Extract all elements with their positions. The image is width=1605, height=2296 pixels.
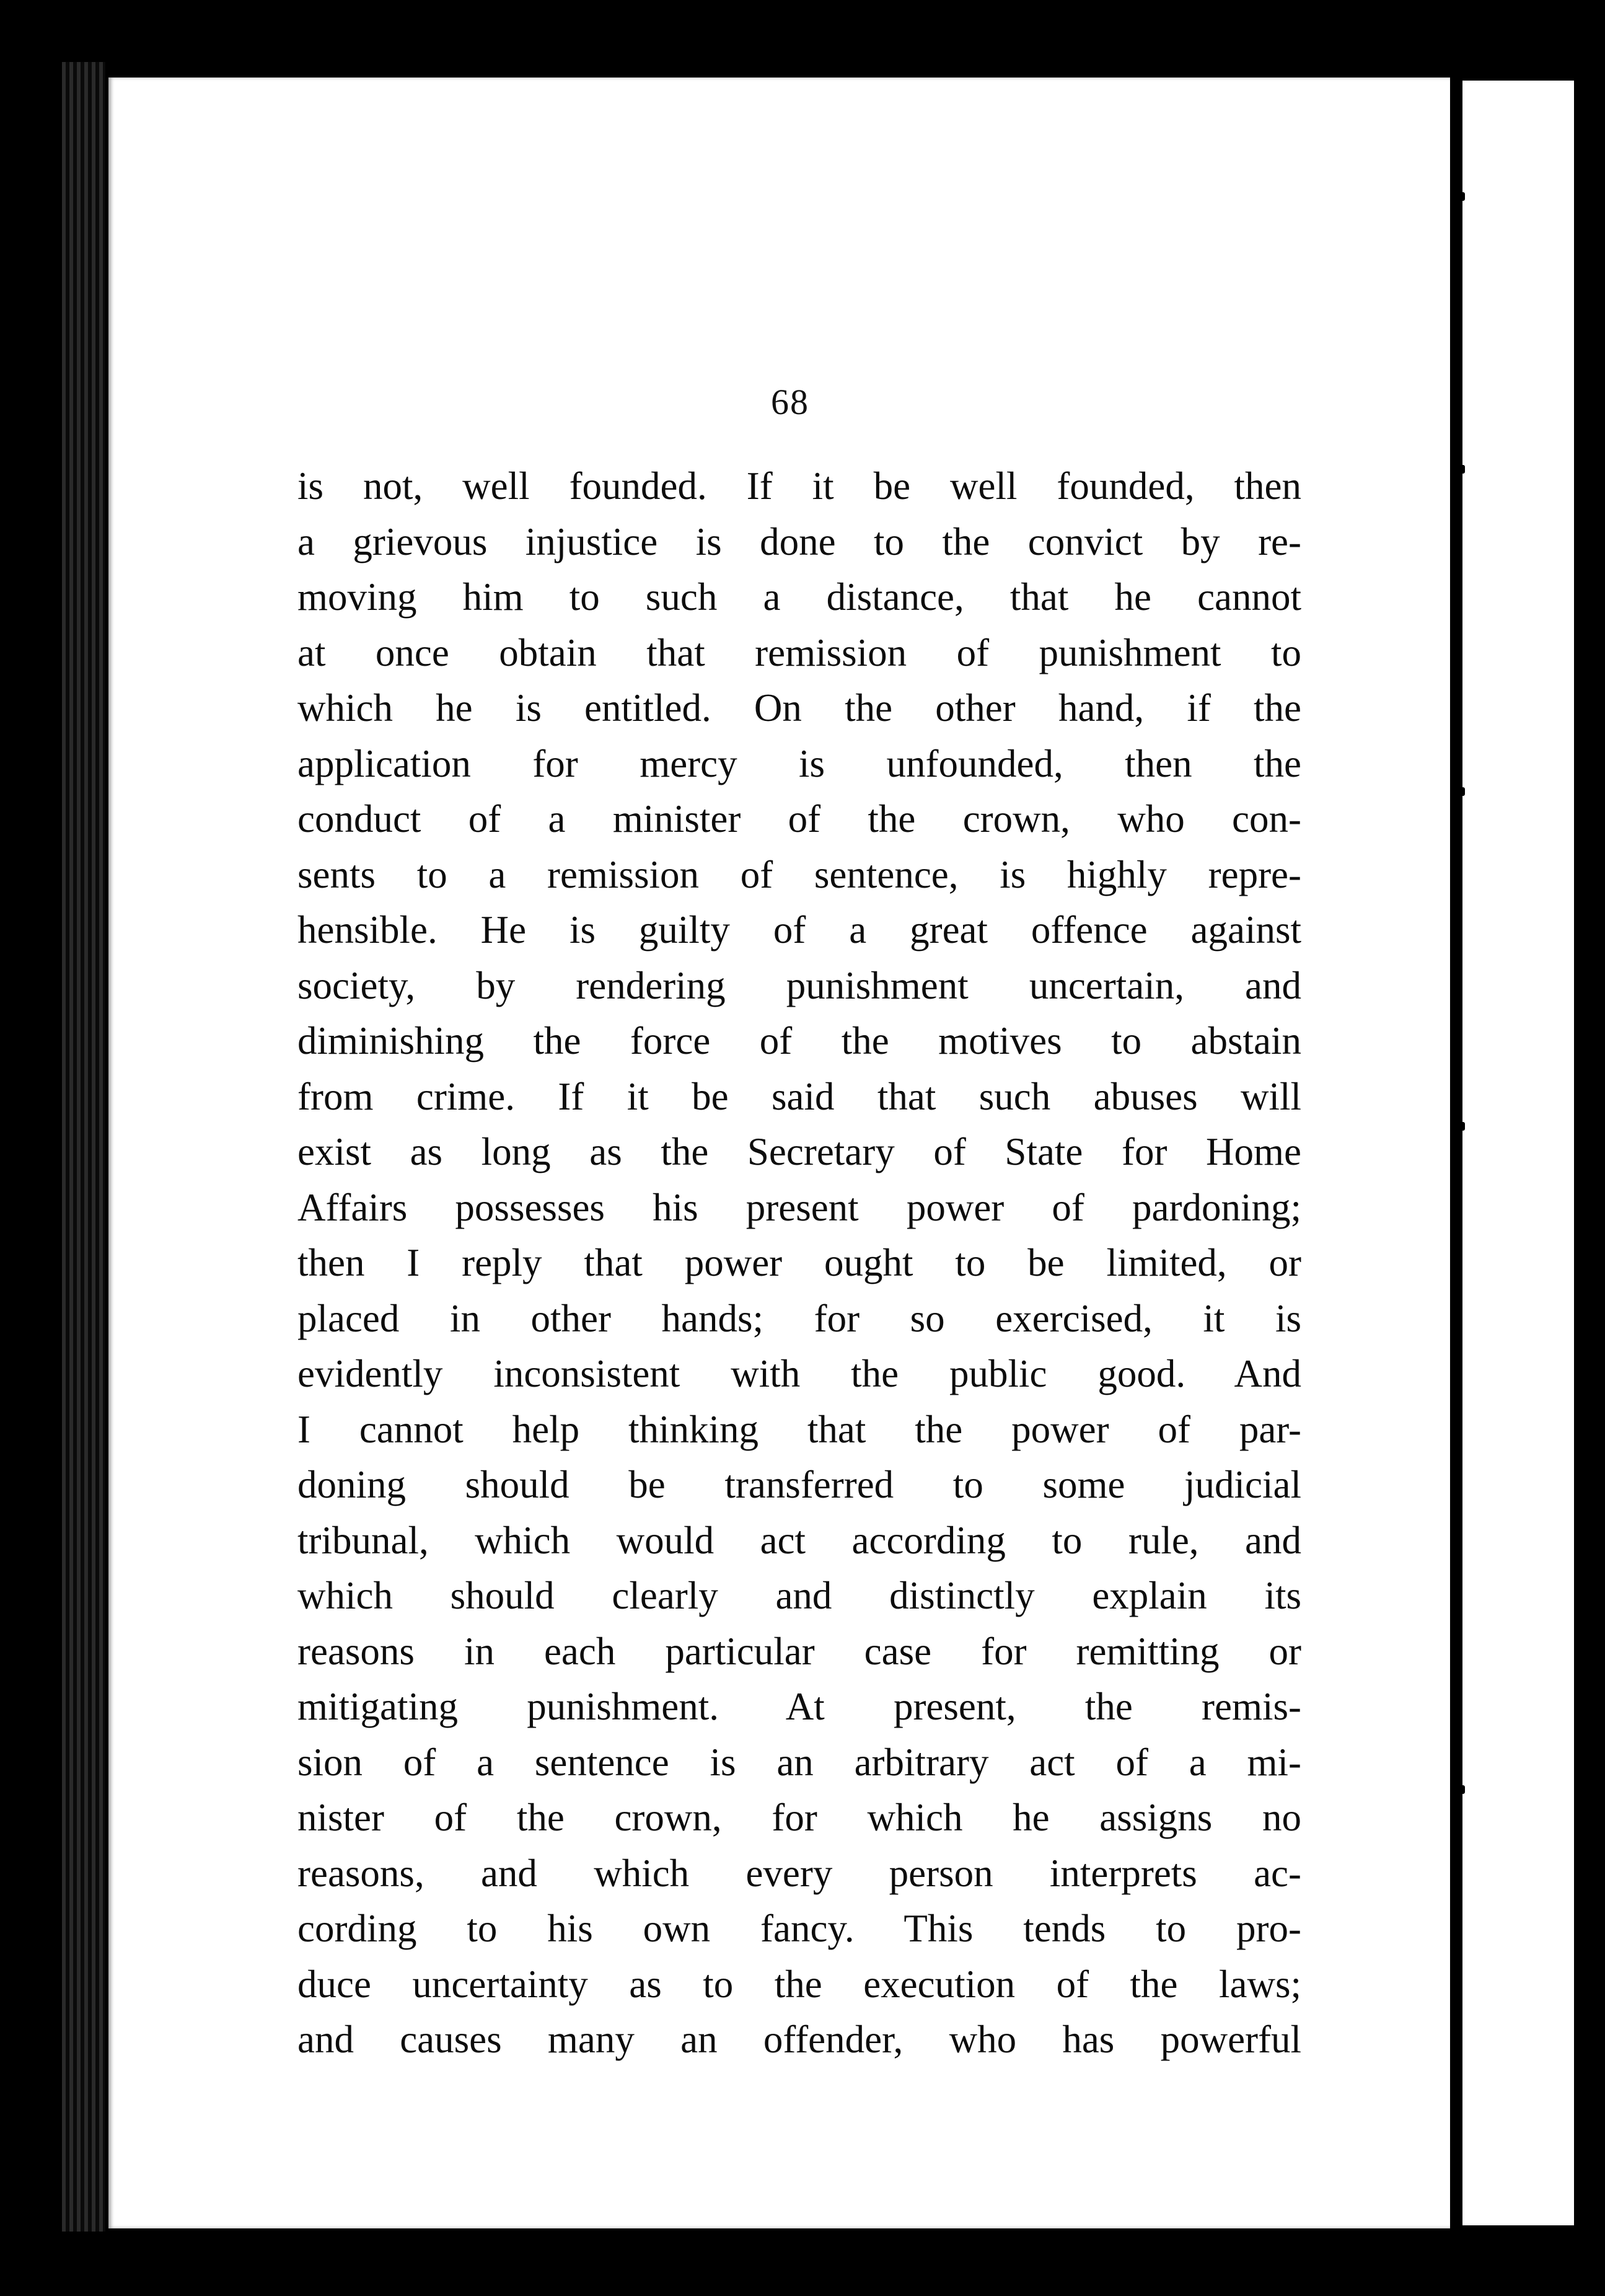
text-line: reasons, and which every person interprets ac- (297, 1851, 1301, 1895)
text-line: then I reply that power ought to be limited, or (297, 1241, 1301, 1284)
text-line: evidently inconsistent with the public good. And (297, 1352, 1301, 1395)
bleed-mark (1459, 1785, 1465, 1794)
bleed-mark (1459, 787, 1465, 796)
text-line: diminishing the force of the motives to abstain (297, 1019, 1301, 1062)
text-line: reasons in each particular case for remitting or (297, 1629, 1301, 1673)
text-line: duce uncertainty as to the execution of the laws; (297, 1962, 1301, 2006)
text-line: I cannot help thinking that the power of par- (297, 1407, 1301, 1451)
text-line: placed in other hands; for so exercised, it is (297, 1296, 1301, 1340)
page-number: 68 (771, 382, 809, 422)
book-edge (62, 62, 105, 2232)
bleed-mark (1459, 465, 1465, 474)
text-line: moving him to such a distance, that he cannot (297, 575, 1301, 619)
text-line: from crime. If it be said that such abuses will (297, 1074, 1301, 1118)
body-text (297, 459, 1301, 2068)
text-line: a grievous injustice is done to the convict by re- (297, 519, 1301, 563)
text-line: hensible. He is guilty of a great offence against (297, 908, 1301, 952)
page-gutter (1450, 74, 1462, 2232)
bleed-mark (1459, 1122, 1465, 1131)
text-line: application for mercy is unfounded, then the (297, 741, 1301, 785)
text-line: society, by rendering punishment uncertain, and (297, 963, 1301, 1007)
text-line: which should clearly and distinctly explain its (297, 1574, 1301, 1617)
text-line: which he is entitled. On the other hand, if the (297, 686, 1301, 730)
text-line: conduct of a minister of the crown, who con- (297, 797, 1301, 841)
text-line: at once obtain that remission of punishment to (297, 630, 1301, 674)
bleed-mark (1459, 192, 1465, 201)
text-line: sents to a remission of sentence, is highly repre- (297, 852, 1301, 896)
text-line: sion of a sentence is an arbitrary act of a mi- (297, 1740, 1301, 1784)
text-line: tribunal, which would act according to rule, and (297, 1518, 1301, 1562)
text-line: is not, well founded. If it be well founded, then (297, 464, 1301, 508)
text-line: and causes many an offender, who has powerful (297, 2018, 1301, 2061)
text-line: nister of the crown, for which he assigns no (297, 1796, 1301, 1839)
text-line: mitigating punishment. At present, the remis- (297, 1685, 1301, 1728)
text-line: doning should be transferred to some judicial (297, 1463, 1301, 1506)
text-line: exist as long as the Secretary of State for Home (297, 1130, 1301, 1173)
book-page (108, 77, 1450, 2228)
text-line: Affairs possesses his present power of pardoning; (297, 1185, 1301, 1229)
text-line: cording to his own fancy. This tends to pro- (297, 1907, 1301, 1950)
next-page-edge (1462, 81, 1574, 2225)
